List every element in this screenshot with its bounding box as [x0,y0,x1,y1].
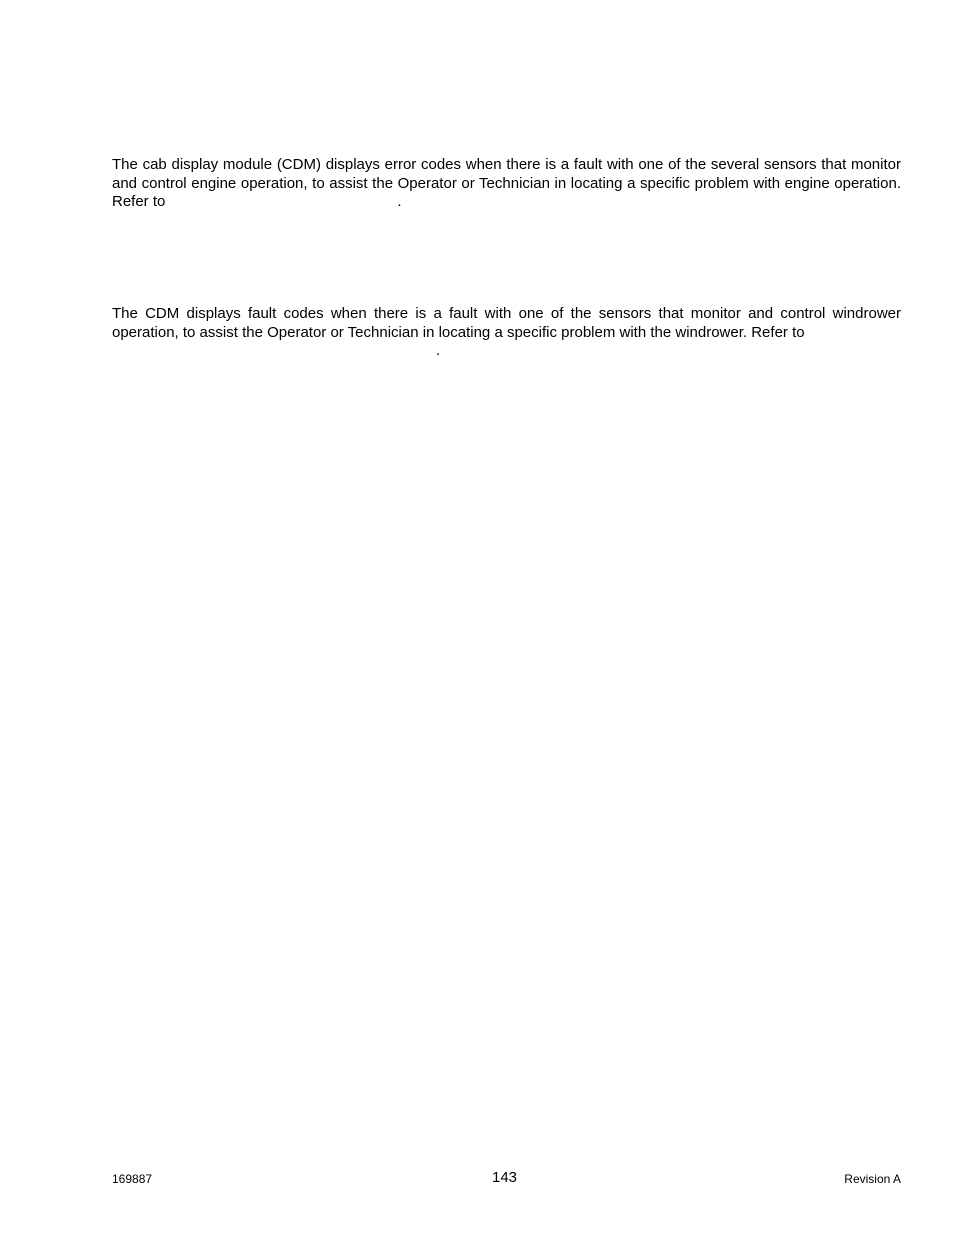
paragraph-engine-error-codes [112,156,901,212]
paragraph-end-line [112,342,901,361]
paragraph-end: . [397,193,402,211]
footer-revision: Revision A [844,1172,901,1186]
footer-document-number: 169887 [112,1172,153,1186]
paragraph-text: The CDM displays fault codes when there is a fault with one of the sensors that monitor and control windrower operation, to assist the Operator or Technician in locating a specific problem with the windrower. Refer to [112,305,901,341]
paragraph-windrower-fault-codes [112,305,901,361]
footer-page-number: 143 [492,1169,518,1186]
paragraph-end: . [436,342,441,360]
paragraph-text: The cab display module (CDM) displays error codes when there is a fault with one of the several sensors that monitor and control engine operation, to assist the Operator or Technician in locating a specific problem with engine operation. Refer to [112,156,901,211]
